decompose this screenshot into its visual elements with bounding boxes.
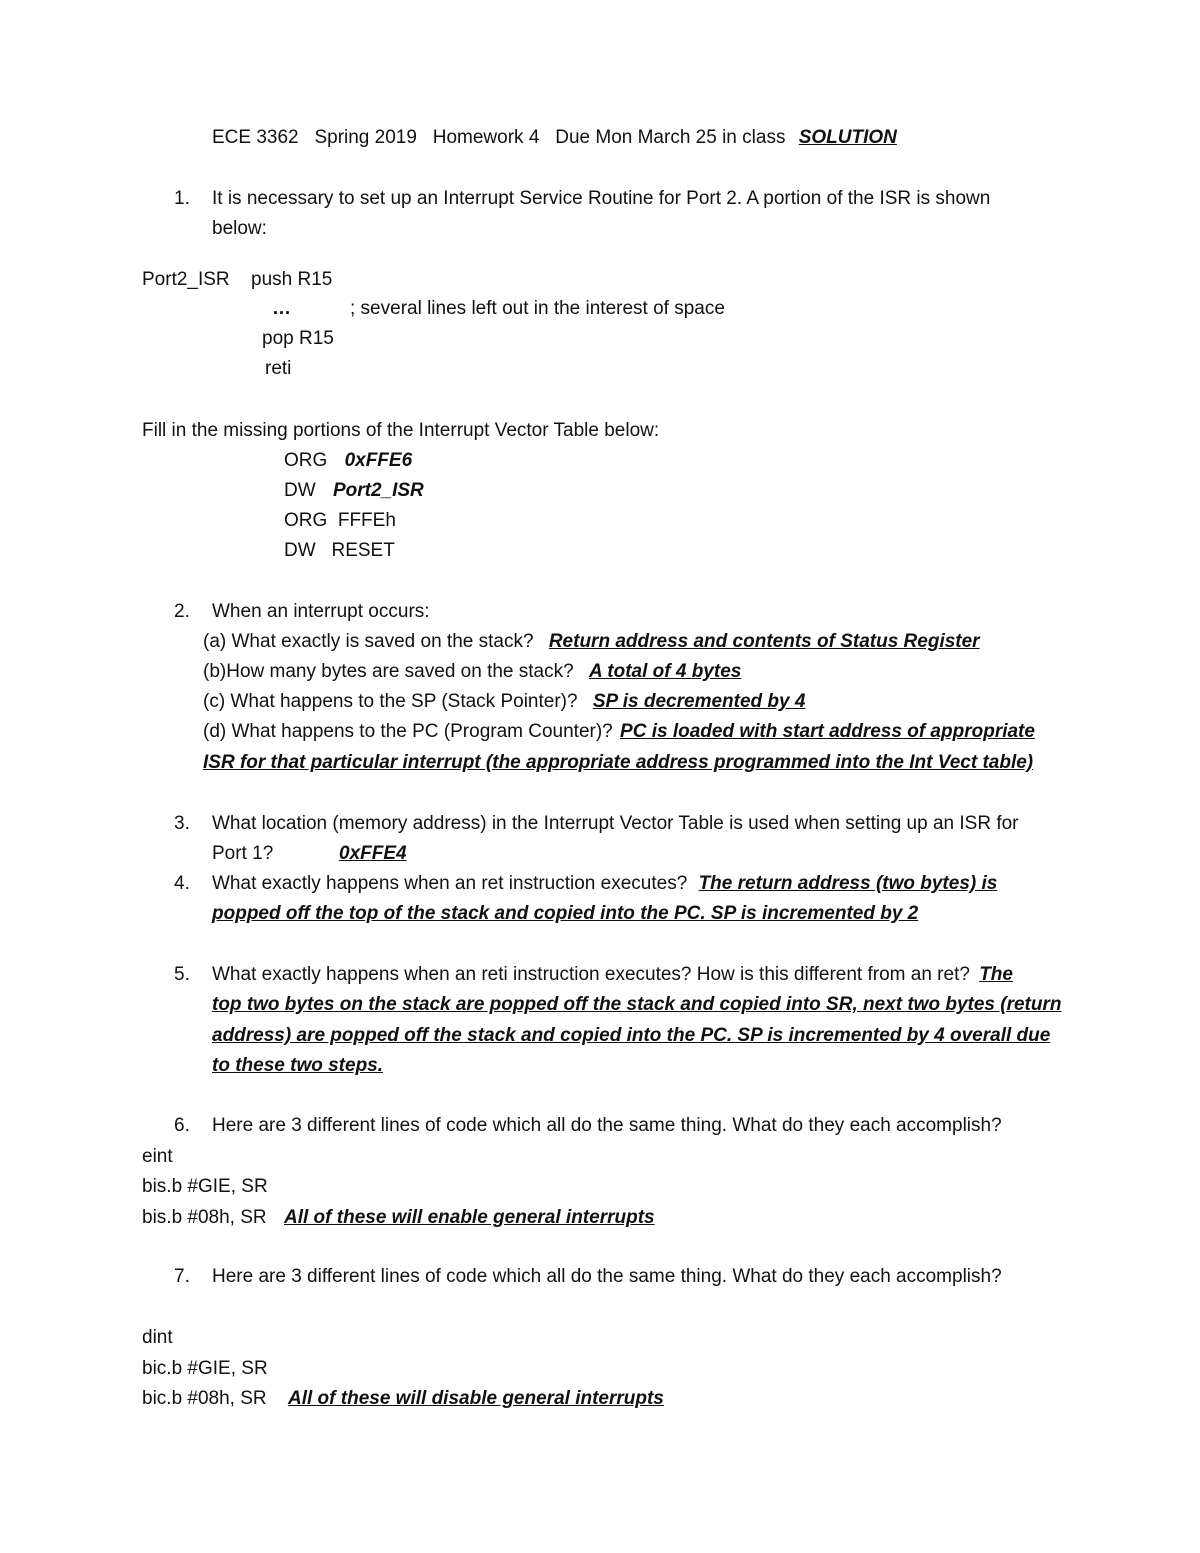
q3-text-line2: Port 1? [212, 843, 274, 864]
ivt-row-4: DW RESET [284, 540, 395, 561]
code-reti: reti [265, 358, 292, 379]
ivt-row-3: ORG FFFEh [284, 510, 396, 531]
q1-text-line2: below: [212, 218, 267, 239]
ivt-dw1-answer: Port2_ISR [332, 480, 424, 501]
q2d-question: (d) What happens to the PC (Program Counter)? [203, 721, 613, 742]
q6-code-3: bis.b #08h, SR [142, 1207, 267, 1228]
q2b-question: (b)How many bytes are saved on the stack? [203, 661, 574, 682]
q5-question: What exactly happens when an reti instruction executes? How is this different from an ret? [212, 964, 970, 985]
q7-number: 7. [174, 1266, 190, 1287]
q2c-question: (c) What happens to the SP (Stack Pointer)? [203, 691, 578, 712]
q4-question: What exactly happens when an ret instruction executes? [212, 873, 688, 894]
ivt-org1-answer: 0xFFE6 [344, 450, 413, 471]
q2d-answer-line2: ISR for that particular interrupt (the appropriate address programmed into the Int Vect table) [203, 752, 1034, 773]
q7-code-1: dint [142, 1327, 173, 1348]
q4-answer-line1: The return address (two bytes) is [698, 873, 998, 894]
code-push: push R15 [251, 269, 333, 290]
q2a-answer: Return address and contents of Status Register [548, 631, 980, 652]
q5-answer-line4: to these two steps. [212, 1055, 384, 1076]
q7-question: Here are 3 different lines of code which all do the same thing. What do they each accomplish? [212, 1266, 1002, 1287]
ivt-org1: ORG [284, 450, 328, 471]
q4-line1 [212, 869, 997, 899]
q2c [203, 687, 805, 717]
code-dots: … [272, 298, 291, 319]
q6-question: Here are 3 different lines of code which all do the same thing. What do they each accomplish? [212, 1115, 1002, 1136]
q2d [203, 717, 1035, 747]
q7-code-3: bic.b #08h, SR [142, 1388, 267, 1409]
code-label: Port2_ISR [142, 269, 230, 290]
q7-answer: All of these will disable general interrupts [288, 1388, 664, 1409]
q2-text: When an interrupt occurs: [212, 601, 430, 622]
q2a-question: (a) What exactly is saved on the stack? [203, 631, 534, 652]
q2b-answer: A total of 4 bytes [588, 661, 742, 682]
q6-answer: All of these will enable general interrupts [284, 1207, 655, 1228]
q6-number: 6. [174, 1115, 190, 1136]
ivt-dw1: DW [284, 480, 316, 501]
q6-code-2: bis.b #GIE, SR [142, 1176, 268, 1197]
q2c-answer: SP is decremented by 4 [592, 691, 806, 712]
code-comment: ; several lines left out in the interest of space [350, 298, 725, 319]
q1-text-line1: It is necessary to set up an Interrupt Service Routine for Port 2. A portion of the ISR is shown [212, 188, 991, 209]
q3-number: 3. [174, 813, 190, 834]
q1-number: 1. [174, 188, 190, 209]
q7-code-2: bic.b #GIE, SR [142, 1358, 268, 1379]
q4-number: 4. [174, 873, 190, 894]
q2b [203, 657, 741, 687]
page-header [212, 123, 897, 153]
code-pop: pop R15 [262, 328, 334, 349]
q3-answer: 0xFFE4 [339, 843, 407, 864]
q3-text-line1: What location (memory address) in the Interrupt Vector Table is used when setting up an ISR for [212, 813, 1019, 834]
q5-answer-line3: address) are popped off the stack and copied into the PC. SP is incremented by 4 overall due [212, 1025, 1051, 1046]
ivt-row-1 [284, 446, 412, 476]
q4-answer-line2: popped off the top of the stack and copied into the PC. SP is incremented by 2 [212, 903, 919, 924]
q5-number: 5. [174, 964, 190, 985]
q5-answer-line2: top two bytes on the stack are popped off the stack and copied into SR, next two bytes (return [212, 994, 1062, 1015]
solution-label: SOLUTION [798, 127, 897, 148]
q2-number: 2. [174, 601, 190, 622]
q2d-answer-line1: PC is loaded with start address of appropriate [620, 721, 1035, 742]
header-title: ECE 3362 Spring 2019 Homework 4 Due Mon March 25 in class [212, 127, 786, 148]
q5-answer-line1: The [979, 964, 1013, 985]
q5-line1 [212, 960, 1013, 990]
fill-instruction: Fill in the missing portions of the Interrupt Vector Table below: [142, 420, 660, 441]
q6-code-1: eint [142, 1146, 173, 1167]
ivt-row-2 [284, 476, 424, 506]
q2a [203, 627, 980, 657]
